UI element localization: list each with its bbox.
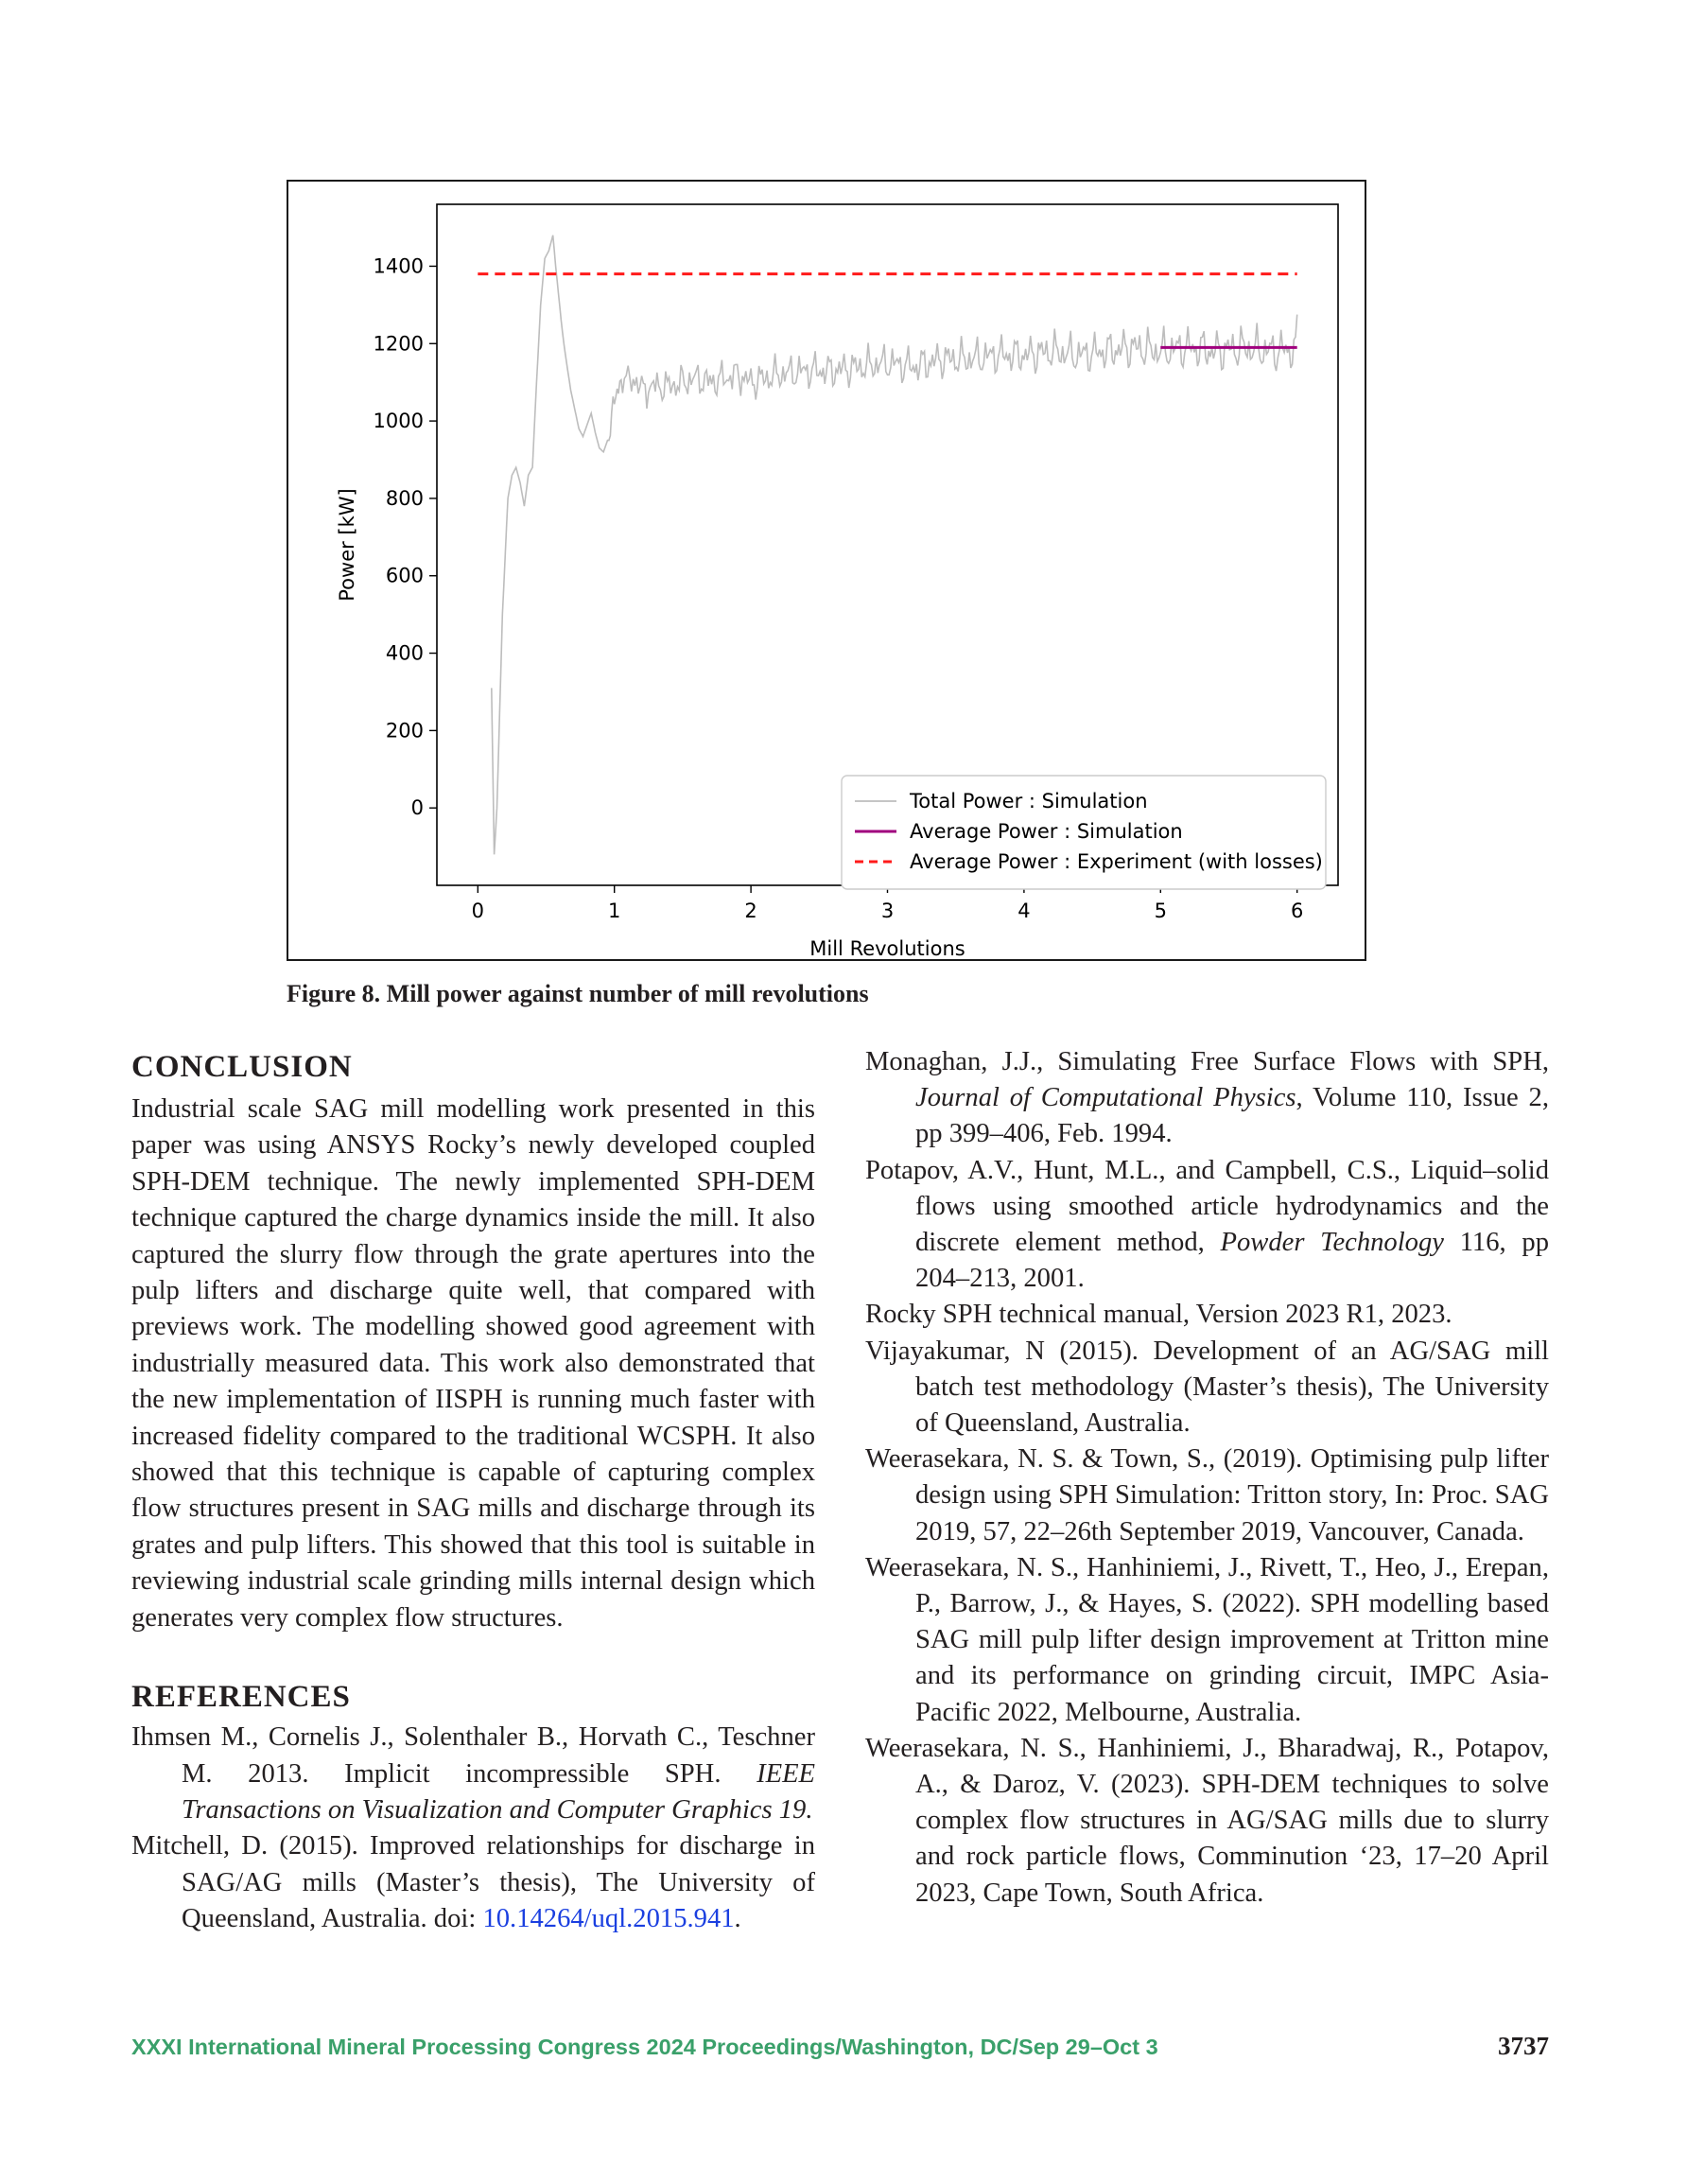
x-tick-label: 6 [1290,900,1304,922]
reference-rocky: Rocky SPH technical manual, Version 2023 R1, 2023. [865,1300,1452,1330]
series-total-power-line [492,236,1297,855]
page-number: 3737 [1498,2032,1549,2060]
x-tick-label: 0 [471,900,485,922]
figure-8-frame [287,180,1366,961]
reference-vijayakumar: Vijayakumar, N (2015). Development of an AG/SAG mill batch test methodology (Master’s thesis), The University of Queensland, Australia. [865,1336,1549,1439]
right-column [865,1044,1549,1912]
conclusion-text: Industrial scale SAG mill modelling work presented in this paper was using ANSYS Rocky’s newly developed coupled SPH-DEM technique. The newly implemented SPH-DEM technique captured the charge dynamics inside the mill. It also captured the slurry flow through the grate apertures into the pulp lifters and discharge quite well, that compared with previews work. The modelling showed good agreement with industrially measured data. This work also demonstrated that the new implementation of IISPH is running much faster with increased fidelity compared to the traditional WCSPH. It also showed that this technique is capable of capturing complex flow structures present in SAG mills and discharge through its grates and pulp lifters. This showed that this tool is suitable in reviewing industrial scale grinding mills internal design which generates very complex flow structures. [131,1094,815,1633]
legend-entry: Total Power : Simulation [910,790,1148,812]
y-axis-label: Power [kW] [336,488,358,602]
reference-monaghan: Monaghan, J.J., Simulating Free Surface Flows with SPH, Journal of Computational Physics, Volume 110, Issue 2, pp 399–406, Feb. 1994. [865,1047,1549,1149]
references-heading: REFERENCES [131,1680,351,1715]
doi-link[interactable]: 10.14264/uql.2015.941 [482,1904,735,1934]
figure-caption: Figure 8. Mill power against number of mill revolutions [287,980,869,1007]
x-tick-label: 5 [1154,900,1167,922]
reference-mitchell: Mitchell, D. (2015). Improved relationships for discharge in SAG/AG mills (Master’s thesis), The University of Queensland, Australia. doi: 10.14264/uql.2015.941. [131,1831,815,1934]
x-tick-label: 4 [1017,900,1031,922]
y-tick-label: 1400 [373,254,424,278]
x-axis-label: Mill Revolutions [809,937,965,960]
x-tick-label: 1 [608,900,621,922]
y-tick-label: 800 [385,486,424,510]
x-tick-label: 2 [744,900,757,922]
reference-ihmsen: Ihmsen M., Cornelis J., Solenthaler B., Horvath C., Teschner M. 2013. Implicit incompressible SPH. IEEE Transactions on Visualization and Computer Graphics 19. [131,1722,815,1825]
power-chart [288,182,1368,963]
legend-entry: Average Power : Experiment (with losses) [910,850,1323,873]
reference-weerasekara-2022: Weerasekara, N. S., Hanhiniemi, J., Rivett, T., Heo, J., Erepan, P., Barrow, J., & Hayes, S. (2022). SPH modelling based SAG mill pulp lifter design improvement at Tritton mine and its performance on grinding circuit, IMPC Asia-Pacific 2022, Melbourne, Australia. [865,1552,1549,1727]
reference-weerasekara-2023: Weerasekara, N. S., Hanhiniemi, J., Bharadwaj, R., Potapov, A., & Daroz, V. (2023). SPH-DEM techniques to solve complex flow structures in AG/SAG mills due to slurry and rock particle flows, Comminution ‘23, 17–20 April 2023, Cape Town, South Africa. [865,1733,1549,1908]
y-tick-label: 400 [385,641,424,665]
reference-weerasekara-2019: Weerasekara, N. S. & Town, S., (2019). Optimising pulp lifter design using SPH Simulation: Tritton story, In: Proc. SAG 2019, 57, 22–26th September 2019, Vancouver, Canada. [865,1444,1549,1546]
conclusion-heading: CONCLUSION [131,1050,353,1084]
y-tick-label: 200 [385,719,424,743]
x-tick-label: 3 [880,900,895,922]
left-column [131,1044,815,1938]
reference-potapov: Potapov, A.V., Hunt, M.L., and Campbell, C.S., Liquid–solid flows using smoothed article hydrodynamics and the discrete element method, Powder Technology 116, pp 204–213, 2001. [865,1155,1549,1294]
footer-conference: XXXI International Mineral Processing Congress 2024 Proceedings/Washington, DC/Sep 29–Oct 3 [131,2035,1158,2059]
y-tick-label: 0 [410,796,424,820]
y-tick-label: 1000 [373,410,424,433]
y-tick-label: 600 [385,564,424,587]
legend-entry: Average Power : Simulation [910,820,1183,843]
y-tick-label: 1200 [373,332,424,356]
